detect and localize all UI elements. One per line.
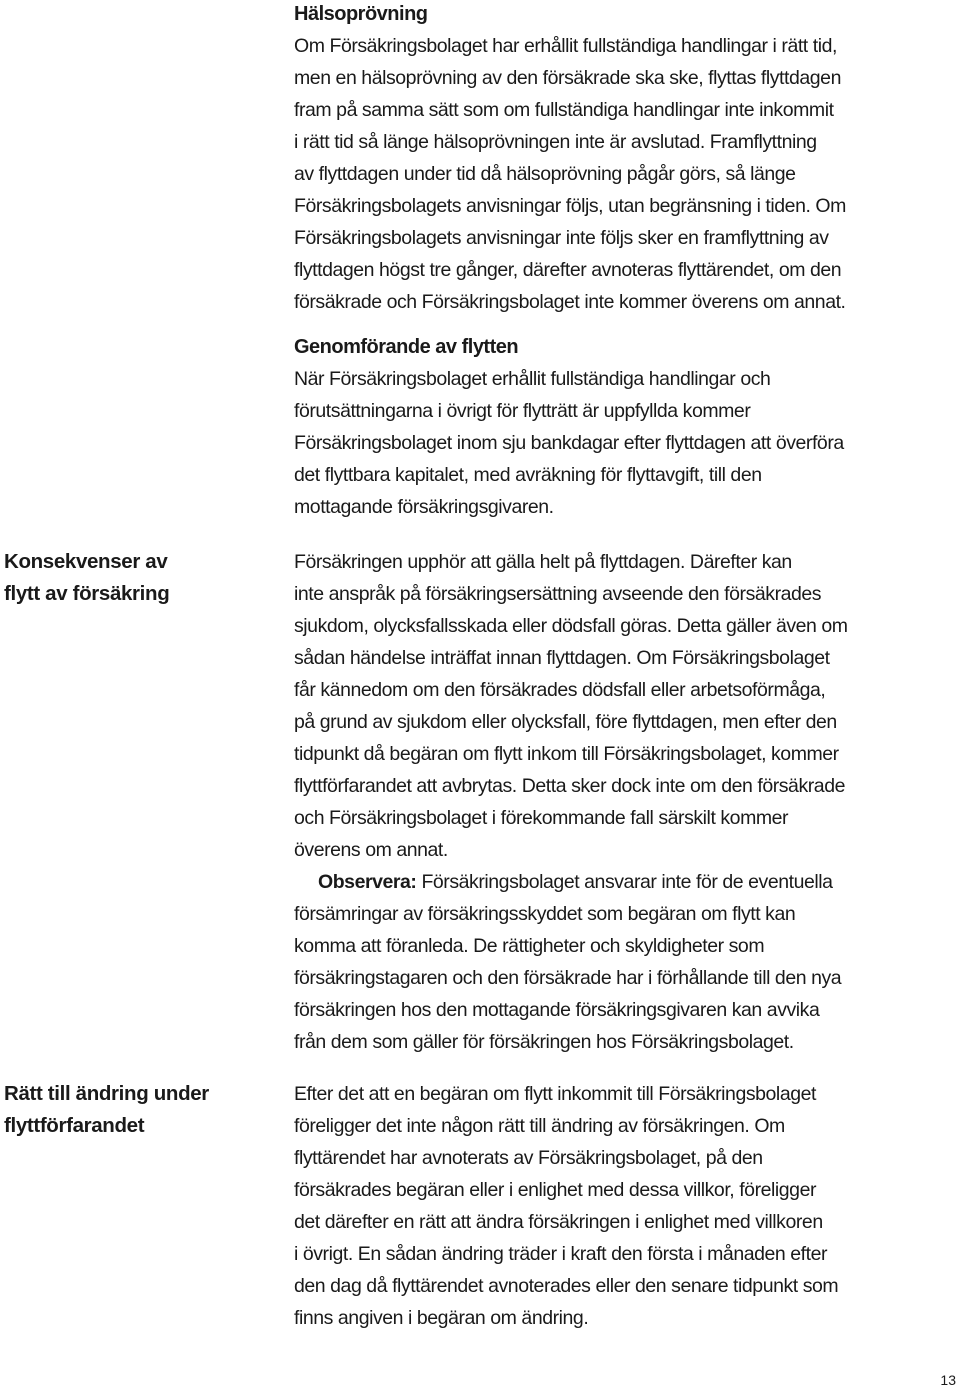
paragraph-line: försäkrades begäran eller i enlighet med dessa villkor, föreligger — [294, 1179, 817, 1201]
paragraph-line: från dem som gäller för försäkringen hos Försäkringsbolaget. — [294, 1031, 794, 1053]
paragraph-line: inte anspråk på försäkringsersättning avseende den försäkrades — [294, 583, 822, 605]
paragraph-line: det flyttbara kapitalet, med avräkning för flyttavgift, till den — [294, 464, 762, 486]
note-label: Observera: — [318, 871, 417, 893]
paragraph-line: När Försäkringsbolaget erhållit fullständiga handlingar och — [294, 368, 771, 390]
paragraph-line: får kännedom om den försäkrades dödsfall eller arbetsoförmåga, — [294, 679, 826, 701]
heading-konsekvenser — [4, 546, 254, 610]
paragraph-line: det därefter en rätt att ändra försäkringen i enlighet med villkoren — [294, 1211, 823, 1233]
paragraph-line: i övrigt. En sådan ändring träder i kraft den första i månaden efter — [294, 1243, 828, 1265]
note-text: Försäkringsbolaget ansvarar inte för de eventuella — [416, 871, 833, 893]
heading-line: flytt av försäkring — [4, 582, 170, 605]
heading-line: Konsekvenser av — [4, 550, 168, 573]
paragraph-line: den dag då flyttärendet avnoterades eller den senare tidpunkt som — [294, 1275, 839, 1297]
paragraph-line: försämringar av försäkringsskyddet som begäran om flytt kan — [294, 903, 796, 925]
section-konsekvenser — [294, 546, 934, 1058]
paragraph-line: flyttärendet har avnoterats av Försäkringsbolaget, på den — [294, 1147, 763, 1169]
paragraph-line: Om Försäkringsbolaget har erhållit fullständiga handlingar i rätt tid, — [294, 35, 837, 57]
section-heading: Genomförande av flytten — [294, 336, 519, 358]
paragraph-line: Försäkringen upphör att gälla helt på flyttdagen. Därefter kan — [294, 551, 792, 573]
paragraph-line: förutsättningarna i övrigt för flytträtt är uppfyllda kommer — [294, 400, 751, 422]
paragraph-line: försäkrade och Försäkringsbolaget inte kommer överens om annat. — [294, 291, 846, 313]
page-number: 13 — [940, 1372, 956, 1388]
paragraph-line: tidpunkt då begäran om flytt inkom till Försäkringsbolaget, kommer — [294, 743, 839, 765]
paragraph-line: försäkringen hos den mottagande försäkringsgivaren kan avvika — [294, 999, 820, 1021]
paragraph-line: finns angiven i begäran om ändring. — [294, 1307, 589, 1329]
paragraph-line: på grund av sjukdom eller olycksfall, före flyttdagen, men efter den — [294, 711, 837, 733]
paragraph-line: Försäkringsbolaget inom sju bankdagar efter flyttdagen att överföra — [294, 432, 844, 454]
note-line — [294, 866, 934, 898]
paragraph-line: försäkringstagaren och den försäkrade har i förhållande till den nya — [294, 967, 842, 989]
heading-line: flyttförfarandet — [4, 1114, 145, 1137]
paragraph-line: mottagande försäkringsgivaren. — [294, 496, 554, 518]
paragraph-line: och Försäkringsbolaget i förekommande fall särskilt kommer — [294, 807, 789, 829]
paragraph-line: i rätt tid så länge hälsoprövningen inte är avslutad. Framflyttning — [294, 131, 817, 153]
paragraph-line: sådan händelse inträffat innan flyttdagen. Om Försäkringsbolaget — [294, 647, 830, 669]
paragraph-line: Försäkringsbolagets anvisningar inte följs sker en framflyttning av — [294, 227, 829, 249]
paragraph-line: flyttförfarandet att avbrytas. Detta sker dock inte om den försäkrade — [294, 775, 845, 797]
paragraph-line: föreligger det inte någon rätt till ändring av försäkringen. Om — [294, 1115, 785, 1137]
paragraph-line: men en hälsoprövning av den försäkrade ska ske, flyttas flyttdagen — [294, 67, 841, 89]
heading-line: Rätt till ändring under — [4, 1082, 209, 1105]
paragraph-line: komma att föranleda. De rättigheter och skyldigheter som — [294, 935, 765, 957]
section-ratt-till-andring — [294, 1078, 934, 1334]
paragraph-line: fram på samma sätt som om fullständiga handlingar inte inkommit — [294, 99, 834, 121]
paragraph-line: överens om annat. — [294, 839, 448, 861]
paragraph-line: Försäkringsbolagets anvisningar följs, utan begränsning i tiden. Om — [294, 195, 846, 217]
paragraph-line: flyttdagen högst tre gånger, därefter avnoteras flyttärendet, om den — [294, 259, 842, 281]
section-halsoprovning — [294, 0, 934, 318]
paragraph-line: av flyttdagen under tid då hälsoprövning pågår görs, så länge — [294, 163, 796, 185]
section-heading: Hälsoprövning — [294, 3, 428, 25]
heading-ratt-till-andring — [4, 1078, 254, 1142]
paragraph-line: Efter det att en begäran om flytt inkommit till Försäkringsbolaget — [294, 1083, 816, 1105]
paragraph-line: sjukdom, olycksfallsskada eller dödsfall göras. Detta gäller även om — [294, 615, 848, 637]
section-genomforande — [294, 331, 934, 523]
